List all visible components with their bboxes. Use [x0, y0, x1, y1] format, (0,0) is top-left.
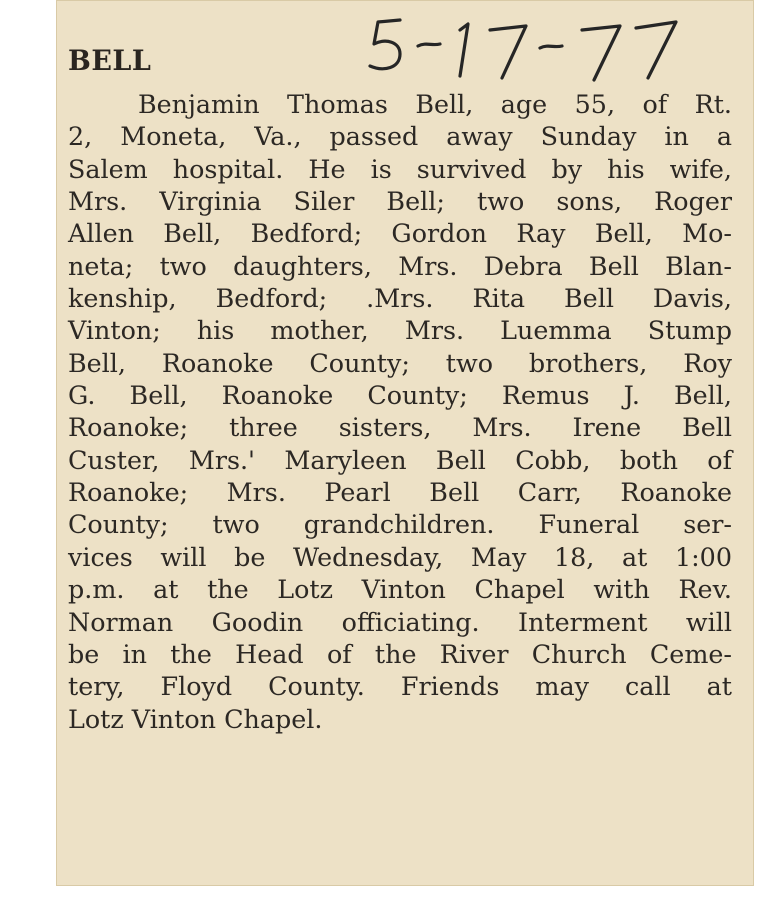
obituary-line: Roanoke; three sisters, Mrs. Irene Bell [68, 412, 732, 443]
obituary-line: be in the Head of the River Church Ceme- [68, 638, 732, 669]
obituary-line: Mrs. Virginia Siler Bell; two sons, Roger [68, 186, 732, 217]
obituary-line: Salem hospital. He is survived by his wife, [68, 153, 732, 184]
obituary-body [68, 88, 748, 735]
obituary-line: Norman Goodin officiating. Interment will [68, 606, 732, 637]
handwritten-date [356, 10, 696, 82]
obituary-line: Lotz Vinton Chapel. [68, 703, 323, 734]
obituary-line: Vinton; his mother, Mrs. Luemma Stump [68, 315, 732, 346]
obituary-line: Custer, Mrs.' Maryleen Bell Cobb, both of [68, 444, 732, 475]
obituary-line: Bell, Roanoke County; two brothers, Roy [68, 347, 732, 378]
obituary-line: p.m. at the Lotz Vinton Chapel with Rev. [68, 574, 732, 605]
obituary-line: Benjamin Thomas Bell, age 55, of Rt. [138, 89, 732, 119]
obituary-line: neta; two daughters, Mrs. Debra Bell Blan- [68, 250, 732, 281]
obituary-headline: BELL [68, 45, 152, 78]
obituary-line: Allen Bell, Bedford; Gordon Ray Bell, Mo- [68, 218, 732, 249]
obituary-line: vices will be Wednesday, May 18, at 1:00 [68, 541, 732, 572]
obituary-line: G. Bell, Roanoke County; Remus J. Bell, [68, 380, 732, 411]
obituary-line: 2, Moneta, Va., passed away Sunday in a [68, 121, 732, 152]
obituary-line: kenship, Bedford; .Mrs. Rita Bell Davis, [68, 283, 732, 314]
obituary-line: tery, Floyd County. Friends may call at [68, 671, 732, 702]
newspaper-clipping [56, 0, 754, 886]
obituary-line: Roanoke; Mrs. Pearl Bell Carr, Roanoke [68, 477, 732, 508]
obituary-line: County; two grandchildren. Funeral ser- [68, 509, 732, 540]
